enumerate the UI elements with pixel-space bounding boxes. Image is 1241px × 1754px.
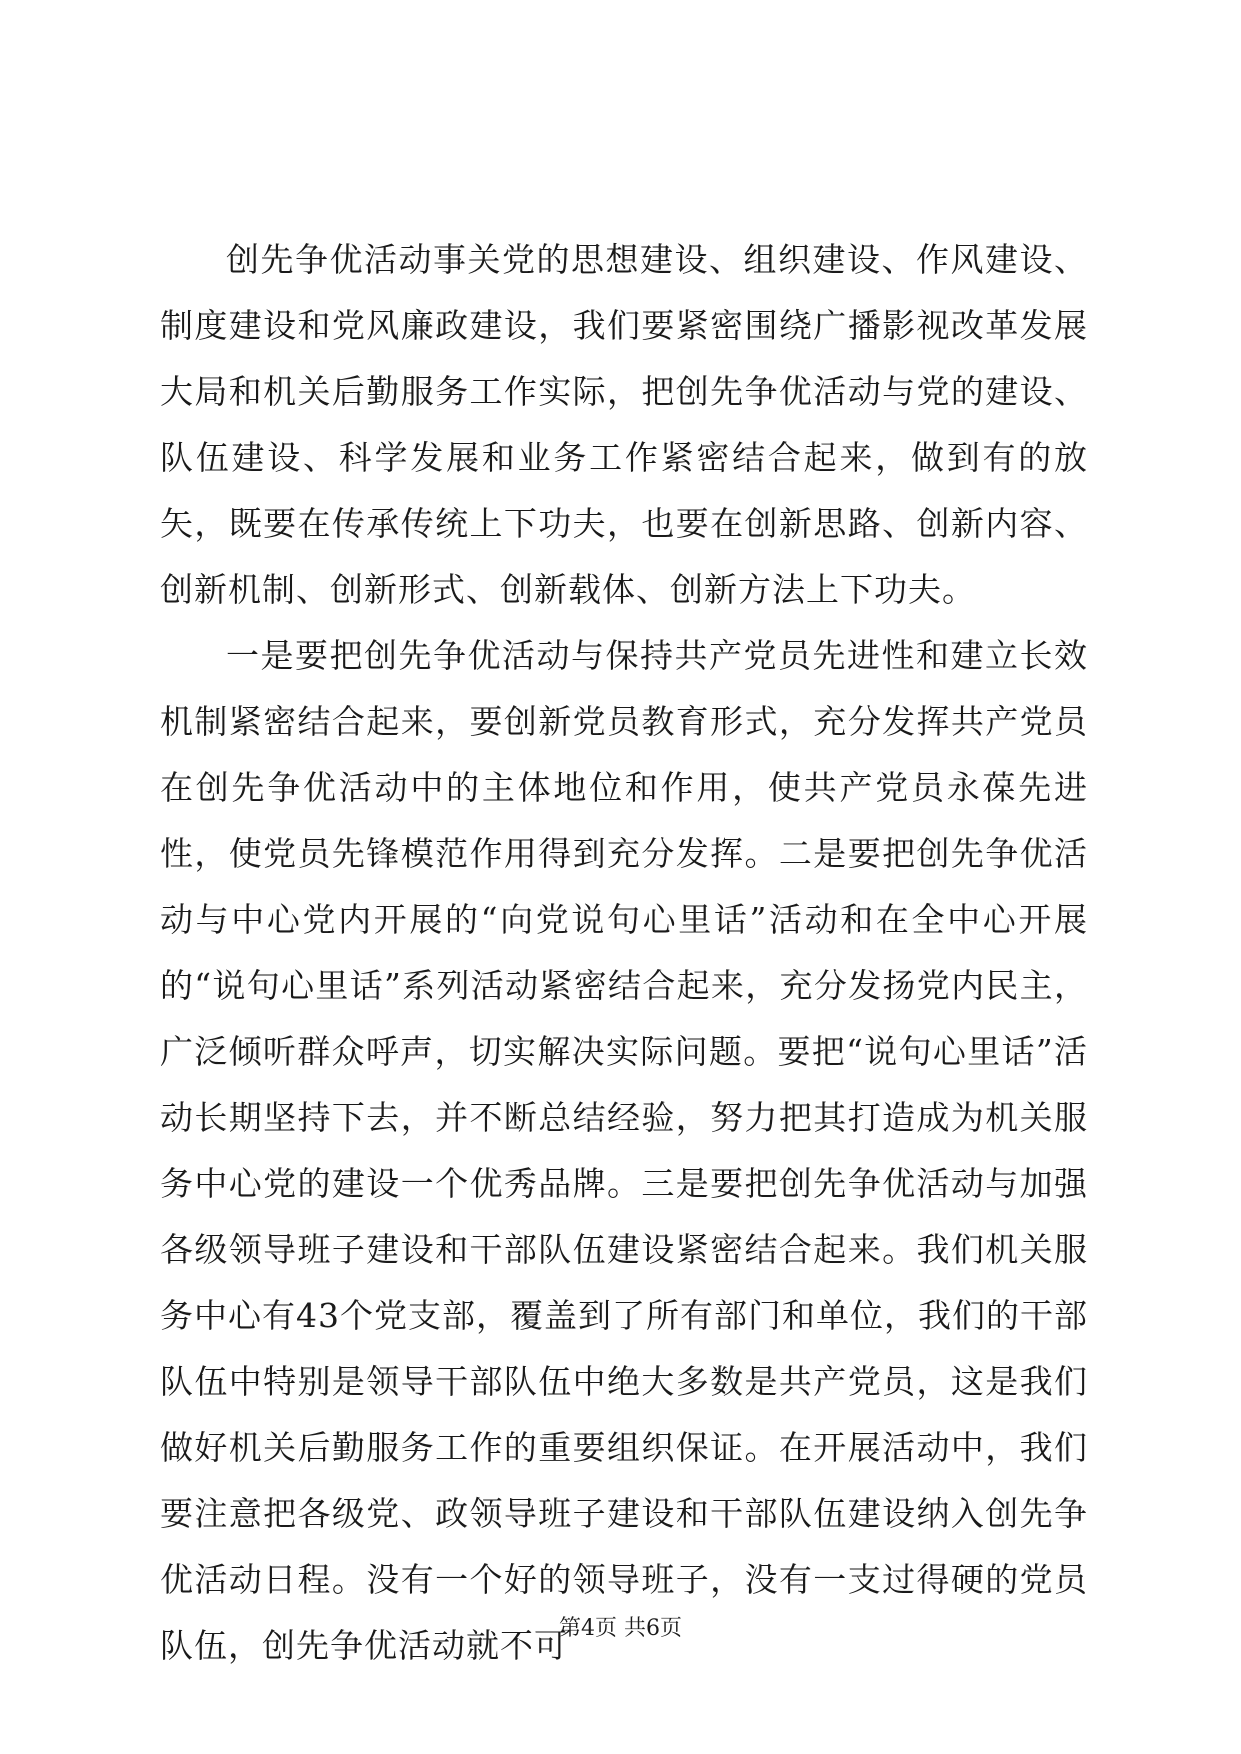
paragraph-1: 创先争优活动事关党的思想建设、组织建设、作风建设、制度建设和党风廉政建设，我们要紧密围绕广播影视改革发展大局和机关后勤服务工作实际，把创先争优活动与党的建设、队伍建设、科学发展和业务工作紧密结合起来，做到有的放矢，既要在传承传统上下功夫，也要在创新思路、创新内容、创新机制、创新形式、创新载体、创新方法上下功夫。 [160,240,1088,609]
document-body [160,227,1088,1679]
page-footer: 第4页 共6页 [559,1616,682,1641]
paragraph-2: 一是要把创先争优活动与保持共产党员先进性和建立长效机制紧密结合起来，要创新党员教育形式，充分发挥共产党员在创先争优活动中的主体地位和作用，使共产党员永葆先进性，使党员先锋模范作用得到充分发挥。二是要把创先争优活动与中心党内开展的“向党说句心里话”活动和在全中心开展的“说句心里话”系列活动紧密结合起来，充分发扬党内民主，广泛倾听群众呼声，切实解决实际问题。要把“说句心里话”活动长期坚持下去，并不断总结经验，努力把其打造成为机关服务中心党的建设一个优秀品牌。三是要把创先争优活动与加强各级领导班子建设和干部队伍建设紧密结合起来。我们机关服务中心有43个党支部，覆盖到了所有部门和单位，我们的干部队伍中特别是领导干部队伍中绝大多数是共产党员，这是我们做好机关后勤服务工作的重要组织保证。在开展活动中，我们要注意把各级党、政领导班子建设和干部队伍建设纳入创先争优活动日程。没有一个好的领导班子，没有一支过得硬的党员队伍，创先争优活动就不可 [160,636,1088,1665]
